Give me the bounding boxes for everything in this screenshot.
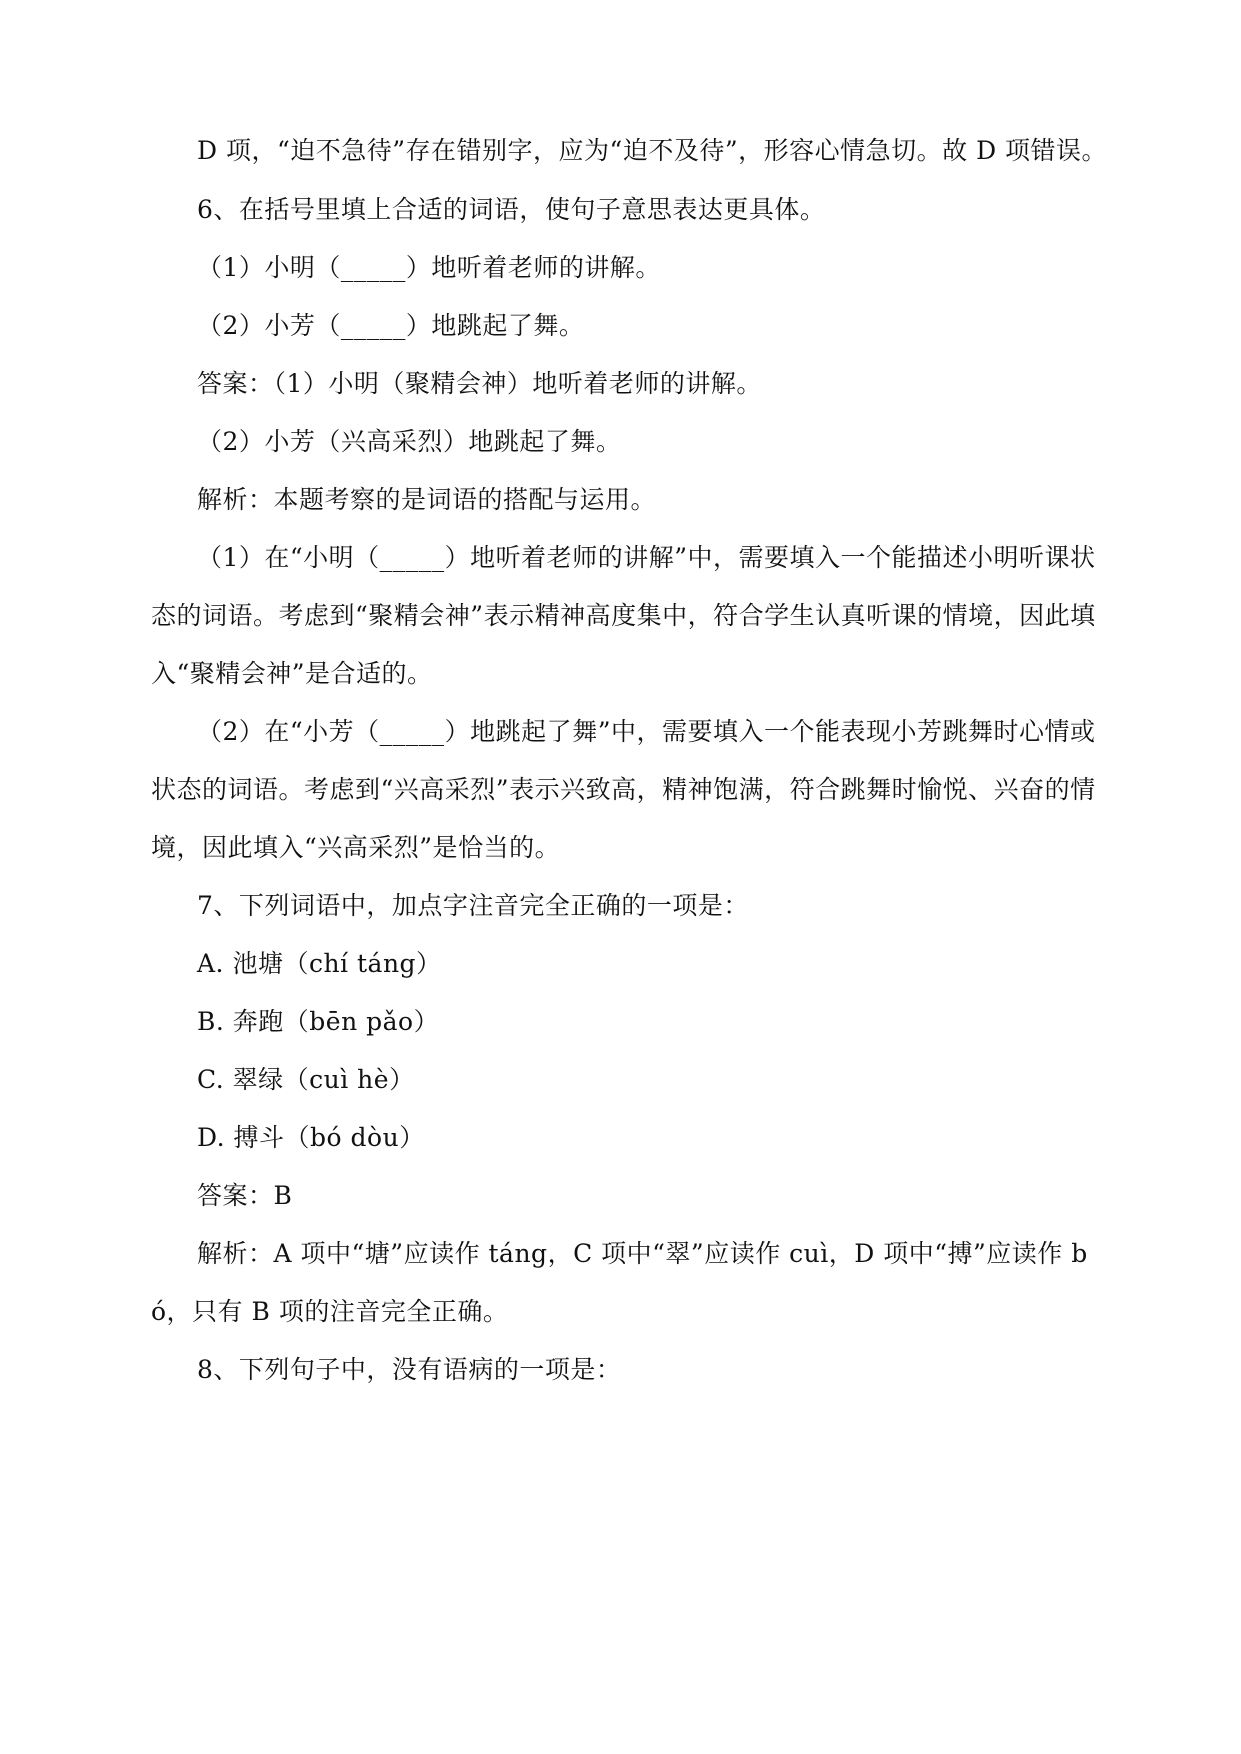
text-line: 状态的词语。考虑到“兴高采烈”表示兴致高，精神饱满，符合跳舞时愉悦、兴奋的情 bbox=[151, 775, 1096, 804]
question-heading: 6、在括号里填上合适的词语，使句子意思表达更具体。 bbox=[197, 195, 826, 224]
text-line: 态的词语。考虑到“聚精会神”表示精神高度集中，符合学生认真听课的情境，因此填 bbox=[151, 601, 1096, 630]
text-line: （2）在“小芳（_____）地跳起了舞”中，需要填入一个能表现小芳跳舞时心情或 bbox=[197, 717, 1096, 746]
text-line: 境，因此填入“兴高采烈”是恰当的。 bbox=[151, 833, 561, 862]
text-line: （1）在“小明（_____）地听着老师的讲解”中，需要填入一个能描述小明听课状 bbox=[197, 543, 1096, 572]
text-line: （1）小明（_____）地听着老师的讲解。 bbox=[197, 253, 661, 282]
text-line: （2）小芳（兴高采烈）地跳起了舞。 bbox=[197, 427, 622, 456]
option-line: D. 搏斗（bó dòu） bbox=[197, 1123, 425, 1152]
text-line: D 项，“迫不急待”存在错别字，应为“迫不及待”，形容心情急切。故 D 项错误。 bbox=[197, 136, 1108, 165]
option-line: C. 翠绿（cuì hè） bbox=[197, 1065, 415, 1094]
analysis-line: 解析：A 项中“塘”应读作 táng，C 项中“翠”应读作 cuì，D 项中“搏”应读作 b bbox=[197, 1239, 1088, 1268]
question-heading: 7、下列词语中，加点字注音完全正确的一项是： bbox=[197, 891, 749, 920]
answer-line: 答案：（1）小明（聚精会神）地听着老师的讲解。 bbox=[197, 369, 762, 398]
answer-line: 答案：B bbox=[197, 1181, 293, 1210]
text-line: 入“聚精会神”是合适的。 bbox=[151, 659, 433, 688]
option-line: A. 池塘（chí táng） bbox=[197, 949, 442, 978]
text-line: （2）小芳（_____）地跳起了舞。 bbox=[197, 311, 585, 340]
option-line: B. 奔跑（bēn pǎo） bbox=[197, 1007, 440, 1036]
text-line: ó，只有 B 项的注音完全正确。 bbox=[151, 1297, 509, 1326]
question-heading: 8、下列句子中，没有语病的一项是： bbox=[197, 1355, 622, 1384]
analysis-line: 解析：本题考察的是词语的搭配与运用。 bbox=[197, 485, 657, 514]
